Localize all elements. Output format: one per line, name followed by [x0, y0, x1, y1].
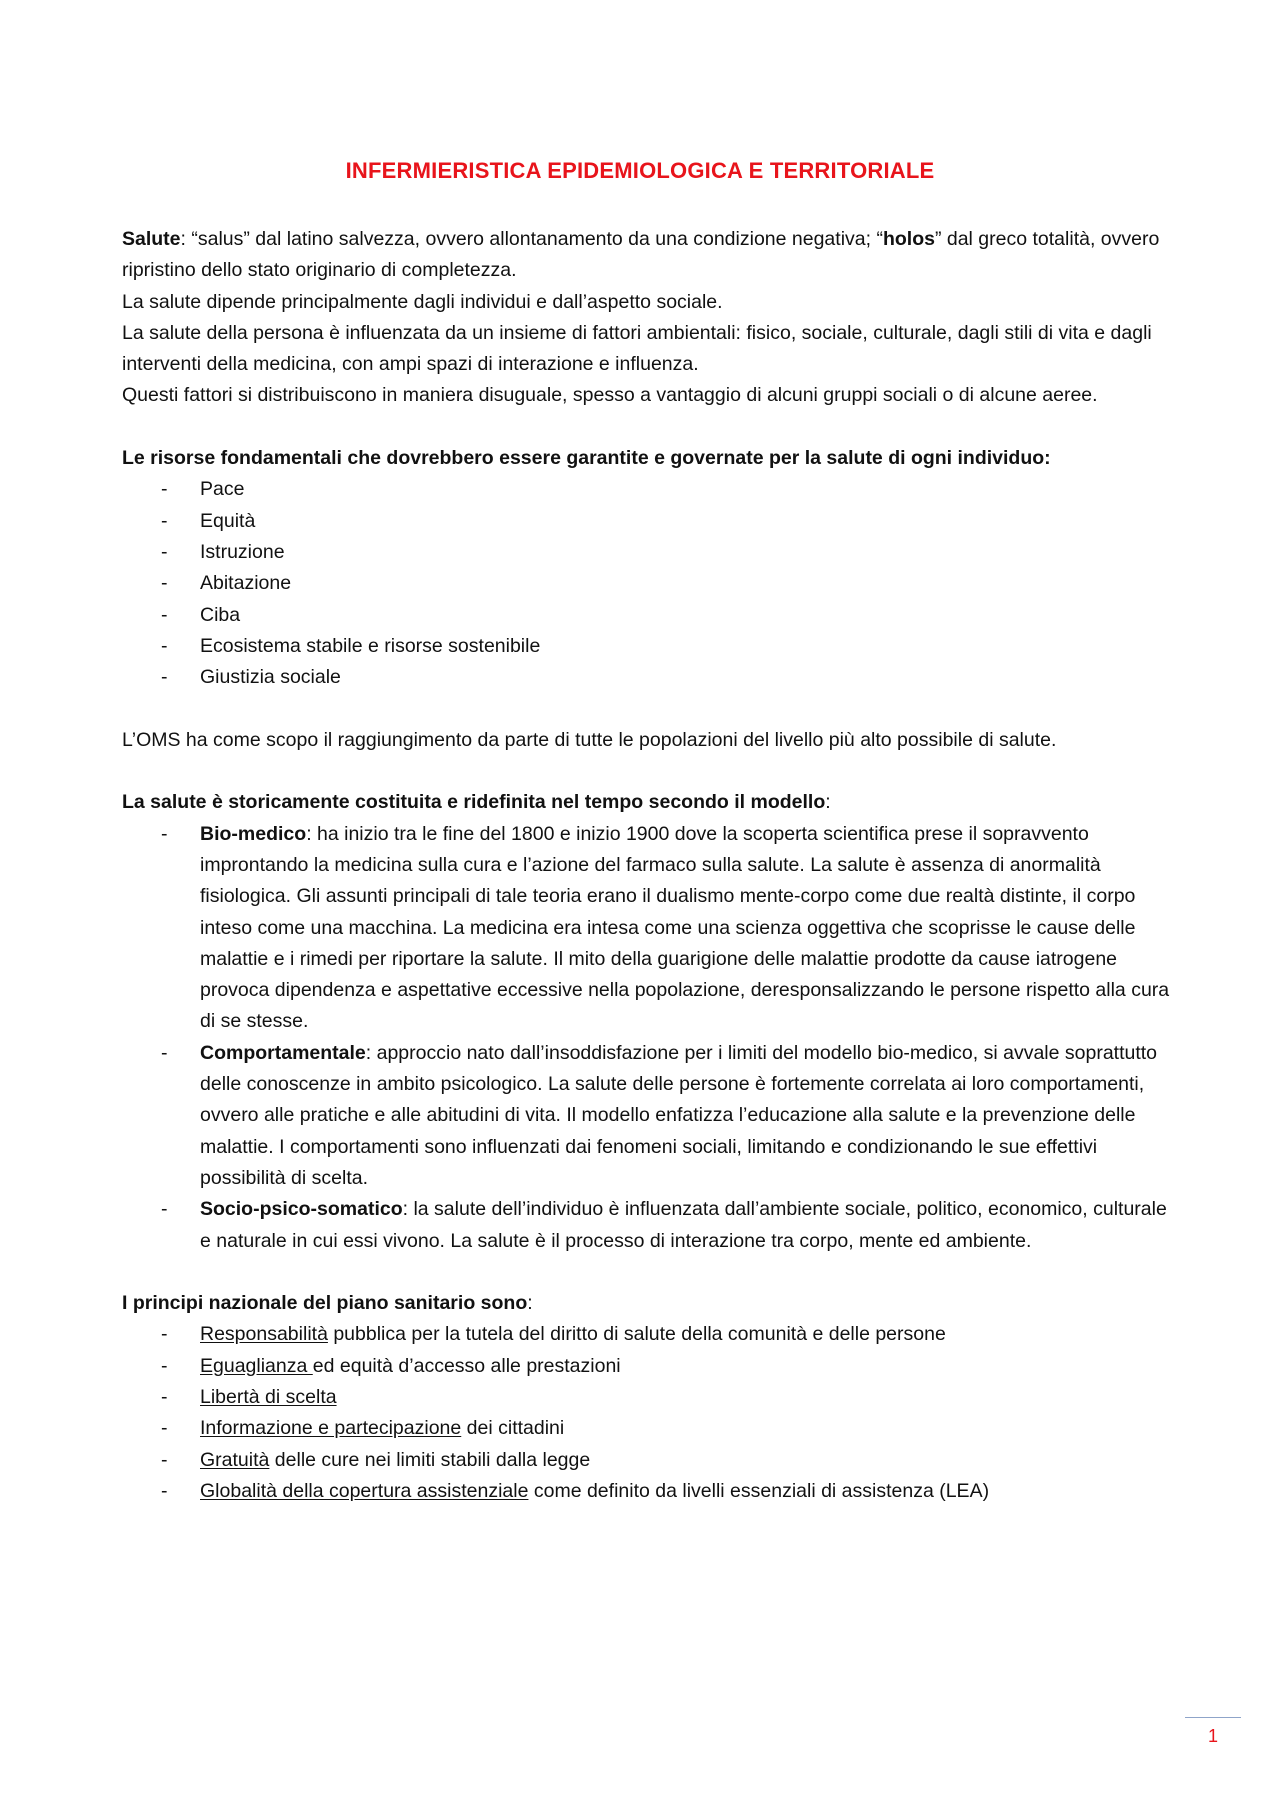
model-description: : approccio nato dall’insoddisfazione per i limiti del modello bio-medico, si avvale soprattutto delle conoscenze in ambito psicologico. La salute delle persone è fortemente correlata ai loro comportamenti, ovvero alle pratiche e alle abitudini di vita. Il modello enfatizza l’educazione alla salute e la prevenzione delle malattie. I comportamenti sono influenzati dai fenomeni sociali, limitando e condizionando le sue effettivi possibilità di scelta.: [200, 1041, 1158, 1189]
risorse-heading-text: Le risorse fondamentali che dovrebbero essere garantite e governate per la salute di ogni individuo:: [122, 447, 1051, 470]
principi-heading-text: I principi nazionale del piano sanitario sono: [122, 1292, 528, 1315]
list-item: - Ecosistema stabile e risorse sostenibile: [122, 631, 1170, 662]
document-body: [122, 224, 1170, 1507]
list-item: [122, 1351, 1170, 1382]
salute-term: Salute: [122, 228, 181, 250]
model-description: : ha inizio tra le fine del 1800 e inizio 1900 dove la scoperta scientifica prese il sopravvento improntando la medicina sulla cura e l’azione del farmaco sulla salute. La salute è assenza di anormalità fisiologica. Gli assunti principali di tale teoria erano il dualismo mente-corpo come due realtà distinte, il corpo inteso come una macchina. La medicina era intesa come una scienza oggettiva che scoprisse le cause delle malattie e i rimedi per riportare la salute. Il mito della guarigione delle malattie prodotte da cause iatrogene provoca dipendenza e aspettative eccessive nella popolazione, deresponsalizzando le persone rispetto alla cura di se stesse.: [200, 822, 1170, 1033]
oms-paragraph: L’OMS ha come scopo il raggiungimento da parte di tutte le popolazioni del livello più alto possibile di salute.: [122, 728, 1057, 751]
principle-description: pubblica per la tutela del diritto di salute della comunità e delle persone: [327, 1323, 946, 1346]
principle-term: Informazione e partecipazione: [200, 1417, 462, 1440]
list-item: [122, 1476, 1170, 1507]
modelli-heading-suffix: :: [825, 791, 831, 814]
risorse-list: [122, 474, 1170, 693]
list-item: - Ciba: [122, 600, 1170, 631]
principi-heading: [122, 1288, 1170, 1319]
list-item: [122, 1038, 1170, 1194]
salute-paragraph-4: Questi fattori si distribuiscono in maniera disuguale, spesso a vantaggio di alcuni gruppi sociali o di alcune aeree.: [122, 384, 1098, 407]
modelli-heading-text: La salute è storicamente costituita e ridefinita nel tempo secondo il modello: [122, 791, 826, 814]
list-item: [122, 1194, 1170, 1257]
salute-text-1: : “salus” dal latino salvezza, ovvero allontanamento da una condizione negativa; “: [180, 228, 883, 250]
principle-term: Eguaglianza: [200, 1354, 313, 1377]
principi-heading-suffix: :: [527, 1292, 533, 1315]
document-title: INFERMIERISTICA EPIDEMIOLOGICA E TERRITORIALE: [345, 158, 935, 183]
spacer: [122, 412, 1170, 443]
list-item: [122, 1413, 1170, 1444]
list-item: [122, 1319, 1170, 1350]
principi-list: [122, 1319, 1170, 1507]
principle-description: delle cure nei limiti stabili dalla legge: [269, 1448, 591, 1471]
principle-description: dei cittadini: [461, 1417, 565, 1440]
spacer: [122, 1257, 1170, 1288]
model-term: Socio-psico-somatico: [200, 1198, 403, 1221]
principle-term: Globalità della copertura assistenziale: [200, 1479, 529, 1502]
model-term: Bio-medico: [200, 822, 307, 845]
model-term: Comportamentale: [200, 1041, 366, 1064]
list-item: - Pace: [122, 474, 1170, 505]
principle-description: ed equità d’accesso alle prestazioni: [312, 1354, 621, 1377]
principle-description: come definito da livelli essenziali di assistenza (LEA): [528, 1479, 990, 1502]
spacer: [122, 756, 1170, 787]
page-number: 1: [1207, 1726, 1218, 1746]
list-item: - Abitazione: [122, 568, 1170, 599]
list-item: [122, 1382, 1170, 1413]
spacer: [122, 693, 1170, 724]
list-item: [122, 819, 1170, 1038]
model-description: : la salute dell’individuo è influenzata dall’ambiente sociale, politico, economico, culturale e naturale in cui essi vivono. La salute è il processo di interazione tra corpo, mente ed ambiente.: [200, 1198, 1167, 1252]
salute-paragraph-2: La salute dipende principalmente dagli individui e dall’aspetto sociale.: [122, 290, 723, 313]
principle-term: Responsabilità: [200, 1323, 328, 1346]
list-item: - Equità: [122, 506, 1170, 537]
risorse-heading: [122, 443, 1170, 474]
holos-term: holos: [882, 228, 935, 250]
list-item: - Giustizia sociale: [122, 662, 1170, 693]
principle-term: Libertà di scelta: [200, 1385, 337, 1408]
salute-definition: [122, 224, 1170, 287]
salute-text-2: ” dal greco totalità, ovvero ripristino dello stato originario di completezza.: [122, 228, 1160, 282]
modelli-list: [122, 819, 1170, 1257]
salute-paragraph-3: La salute della persona è influenzata da un insieme di fattori ambientali: fisico, sociale, culturale, dagli stili di vita e dagli interventi della medicina, con ampi spazi di interazione e influenza.: [122, 321, 1152, 376]
modelli-heading: [122, 787, 1170, 818]
principle-term: Gratuità: [200, 1448, 270, 1471]
footer-divider: [1185, 1717, 1241, 1718]
list-item: [122, 1445, 1170, 1476]
list-item: - Istruzione: [122, 537, 1170, 568]
